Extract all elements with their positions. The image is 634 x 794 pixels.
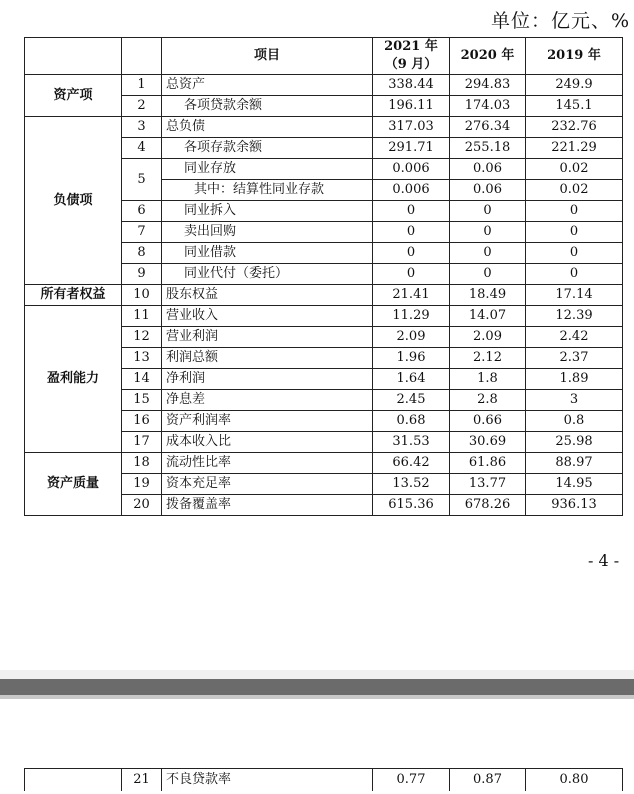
row-number: 17: [122, 432, 162, 453]
value-2019: 0.02: [526, 159, 623, 180]
row-number: 8: [122, 243, 162, 264]
value-2019: 1.89: [526, 369, 623, 390]
row-item: 其中：结算性同业存款: [162, 180, 373, 201]
value-2019: 14.95: [526, 474, 623, 495]
row-number: 11: [122, 306, 162, 327]
value-2021: 0.006: [373, 180, 450, 201]
header-year-2021: [373, 38, 450, 75]
row-number: 20: [122, 495, 162, 516]
row-item: 拨备覆盖率: [162, 495, 373, 516]
value-2021: 0: [373, 222, 450, 243]
row-number: 6: [122, 201, 162, 222]
value-2020: 0.66: [450, 411, 526, 432]
row-item: 同业代付（委托）: [162, 264, 373, 285]
header-year-2021-line2: （9 月）: [384, 57, 438, 72]
value-2020: 0.06: [450, 159, 526, 180]
header-blank-number: [122, 38, 162, 75]
value-2019: 232.76: [526, 117, 623, 138]
row-item: 资产利润率: [162, 411, 373, 432]
value-2021: 66.42: [373, 453, 450, 474]
value-2019: 221.29: [526, 138, 623, 159]
header-year-2021-line1: 2021 年: [384, 39, 438, 54]
value-2019: 249.9: [526, 75, 623, 96]
table-row: [25, 306, 623, 327]
value-2020: 1.8: [450, 369, 526, 390]
row-number: 2: [122, 96, 162, 117]
category-assets: 资产项: [25, 75, 122, 117]
value-2019: 0: [526, 243, 623, 264]
value-2021: 0: [373, 201, 450, 222]
row-item: 营业收入: [162, 306, 373, 327]
value-2020: 255.18: [450, 138, 526, 159]
value-2020: 2.8: [450, 390, 526, 411]
row-item: 卖出回购: [162, 222, 373, 243]
row-item: 同业拆入: [162, 201, 373, 222]
row-item: 不良贷款率: [162, 769, 373, 792]
row-item: 股东权益: [162, 285, 373, 306]
value-2019: 12.39: [526, 306, 623, 327]
value-2021: 615.36: [373, 495, 450, 516]
value-2020: 678.26: [450, 495, 526, 516]
value-2021: 1.64: [373, 369, 450, 390]
value-2020: 14.07: [450, 306, 526, 327]
value-2020: 0.06: [450, 180, 526, 201]
row-item: 成本收入比: [162, 432, 373, 453]
value-2021: 196.11: [373, 96, 450, 117]
value-2019: 0: [526, 222, 623, 243]
value-2021: 11.29: [373, 306, 450, 327]
row-number: 14: [122, 369, 162, 390]
value-2020: 13.77: [450, 474, 526, 495]
row-number: 3: [122, 117, 162, 138]
row-item: 同业借款: [162, 243, 373, 264]
category-liabilities: 负债项: [25, 117, 122, 285]
row-number: 21: [122, 769, 162, 792]
value-2021: 338.44: [373, 75, 450, 96]
table-header-row: [25, 38, 623, 75]
value-2019: 936.13: [526, 495, 623, 516]
row-number: 19: [122, 474, 162, 495]
row-number: 4: [122, 138, 162, 159]
row-item: 同业存放: [162, 159, 373, 180]
value-2021: 0: [373, 243, 450, 264]
value-2020: 276.34: [450, 117, 526, 138]
value-2020: 0: [450, 243, 526, 264]
row-item: 各项贷款余额: [162, 96, 373, 117]
category-asset-quality: 资产质量: [25, 453, 122, 516]
header-year-2020: 2020 年: [450, 38, 526, 75]
value-2020: 174.03: [450, 96, 526, 117]
table-row: [25, 75, 623, 96]
value-2021: 291.71: [373, 138, 450, 159]
row-item: 营业利润: [162, 327, 373, 348]
value-2020: 0: [450, 222, 526, 243]
row-number: 10: [122, 285, 162, 306]
row-number: 16: [122, 411, 162, 432]
value-2020: 2.09: [450, 327, 526, 348]
value-2021: 0.006: [373, 159, 450, 180]
page-break-shadow: [0, 695, 634, 699]
table-row: [25, 285, 623, 306]
financial-table-continued: [24, 768, 623, 791]
value-2020: 61.86: [450, 453, 526, 474]
value-2019: 0.8: [526, 411, 623, 432]
row-number: 5: [122, 159, 162, 201]
row-item: 资本充足率: [162, 474, 373, 495]
value-2021: 2.45: [373, 390, 450, 411]
header-year-2019: 2019 年: [526, 38, 623, 75]
row-number: 7: [122, 222, 162, 243]
row-number: 12: [122, 327, 162, 348]
value-2020: 294.83: [450, 75, 526, 96]
row-number: 13: [122, 348, 162, 369]
financial-table: [24, 37, 623, 516]
row-number: 1: [122, 75, 162, 96]
value-2019: 88.97: [526, 453, 623, 474]
value-2020: 0: [450, 264, 526, 285]
category-equity: 所有者权益: [25, 285, 122, 306]
page-break-light: [0, 670, 634, 679]
value-2021: 0: [373, 264, 450, 285]
value-2020: 30.69: [450, 432, 526, 453]
row-item: 利润总额: [162, 348, 373, 369]
header-item: 项目: [162, 38, 373, 75]
value-2021: 0.77: [373, 769, 450, 792]
value-2020: 18.49: [450, 285, 526, 306]
category-blank: [25, 769, 122, 792]
value-2019: 0: [526, 264, 623, 285]
value-2019: 2.37: [526, 348, 623, 369]
table-row: [25, 117, 623, 138]
header-blank-category: [25, 38, 122, 75]
value-2019: 0: [526, 201, 623, 222]
row-number: 9: [122, 264, 162, 285]
value-2019: 145.1: [526, 96, 623, 117]
row-item: 总负债: [162, 117, 373, 138]
value-2019: 0.02: [526, 180, 623, 201]
value-2020: 0: [450, 201, 526, 222]
row-number: 18: [122, 453, 162, 474]
row-item: 流动性比率: [162, 453, 373, 474]
value-2020: 2.12: [450, 348, 526, 369]
row-number: 15: [122, 390, 162, 411]
unit-label: 单位：亿元、%: [490, 10, 630, 32]
value-2021: 0.68: [373, 411, 450, 432]
page-break-divider: [0, 679, 634, 695]
category-profitability: 盈利能力: [25, 306, 122, 453]
value-2021: 2.09: [373, 327, 450, 348]
page-number: - 4 -: [588, 551, 620, 570]
row-item: 净息差: [162, 390, 373, 411]
row-item: 净利润: [162, 369, 373, 390]
value-2021: 31.53: [373, 432, 450, 453]
value-2019: 3: [526, 390, 623, 411]
table-row: [25, 453, 623, 474]
value-2021: 21.41: [373, 285, 450, 306]
value-2019: 2.42: [526, 327, 623, 348]
value-2021: 1.96: [373, 348, 450, 369]
value-2021: 13.52: [373, 474, 450, 495]
value-2019: 17.14: [526, 285, 623, 306]
table-row: [25, 769, 623, 792]
value-2019: 25.98: [526, 432, 623, 453]
value-2019: 0.80: [526, 769, 623, 792]
value-2020: 0.87: [450, 769, 526, 792]
row-item: 各项存款余额: [162, 138, 373, 159]
value-2021: 317.03: [373, 117, 450, 138]
row-item: 总资产: [162, 75, 373, 96]
